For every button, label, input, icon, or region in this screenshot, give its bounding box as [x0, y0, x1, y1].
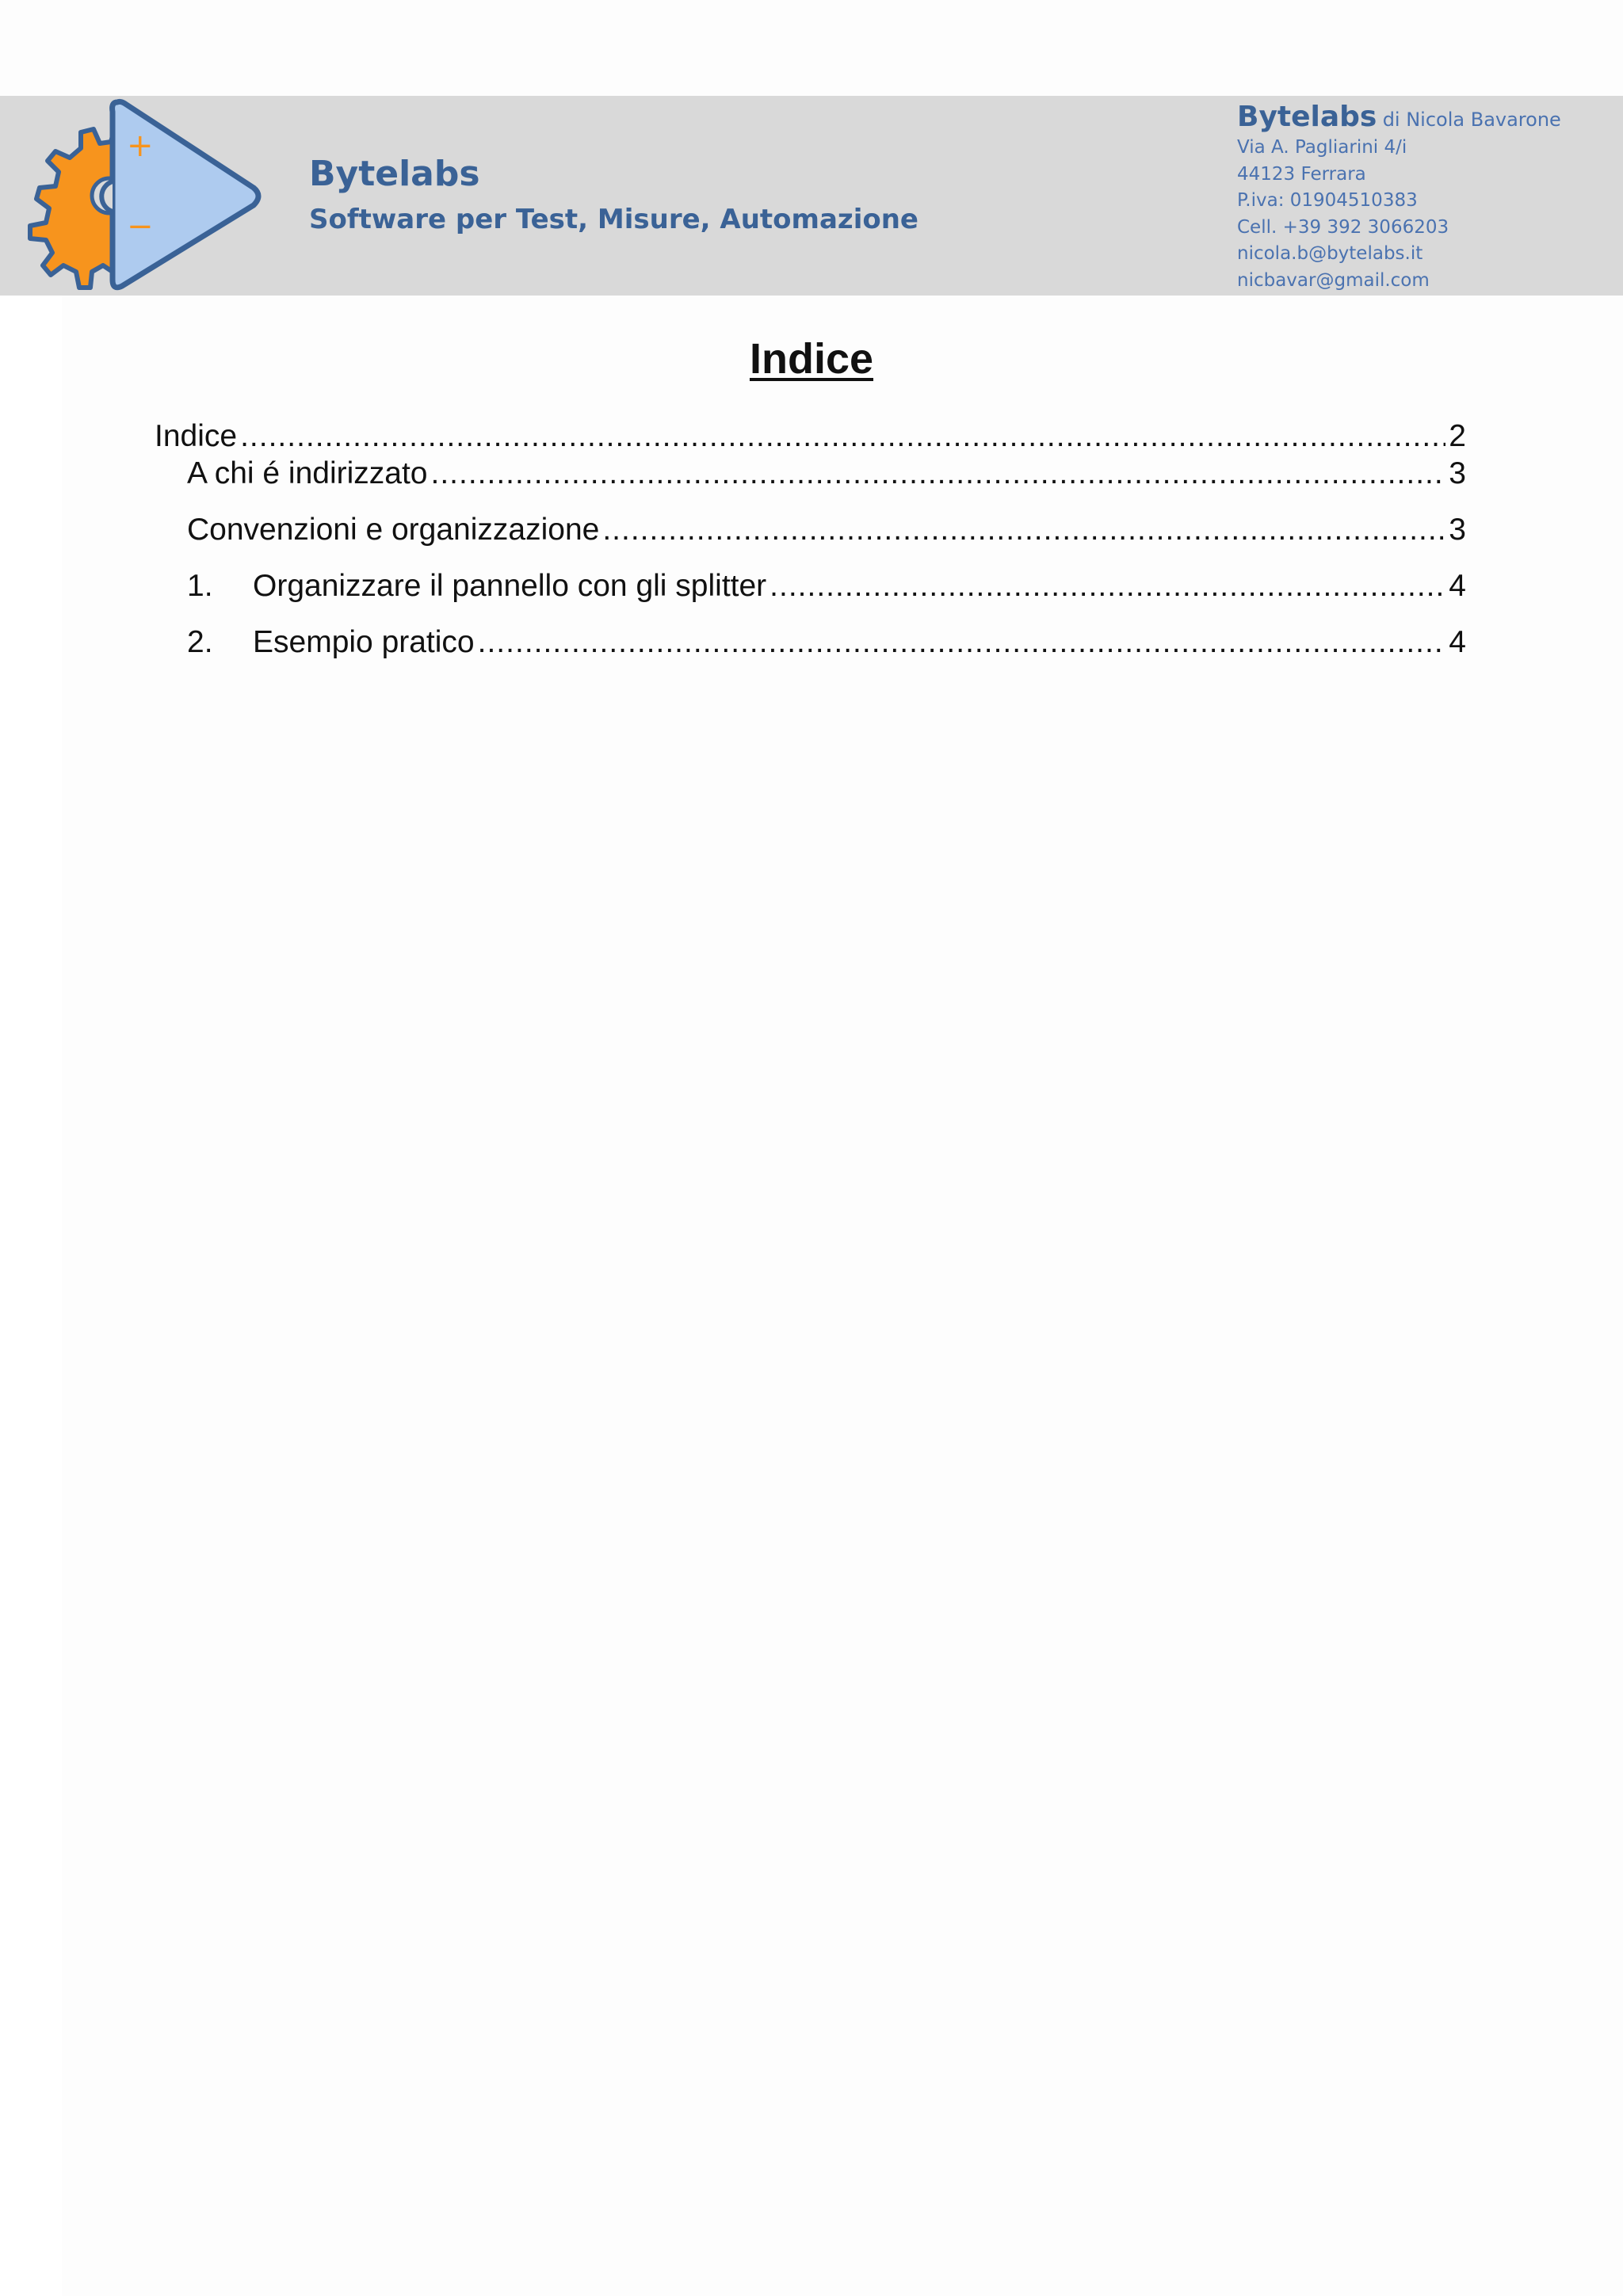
- toc-leader: [478, 622, 1446, 663]
- toc-entry-page: 3: [1449, 456, 1466, 490]
- contact-city: 44123 Ferrara: [1237, 163, 1366, 185]
- toc-leader: [602, 509, 1445, 551]
- page-margin: [0, 295, 62, 2296]
- toc-entry-number: 2.: [187, 625, 213, 659]
- toc-entry-title: Convenzioni e organizzazione: [187, 513, 600, 547]
- toc-entry-organizzare-pannello[interactable]: [187, 566, 1466, 607]
- logo-minus-sign: −: [127, 208, 154, 245]
- toc-entry-a-chi-indirizzato[interactable]: [187, 453, 1466, 494]
- toc-leader: [240, 416, 1445, 457]
- toc-entry-title: A chi é indirizzato: [187, 456, 428, 490]
- contact-email-work: nicola.b@bytelabs.it: [1237, 243, 1423, 265]
- contact-block: [1237, 100, 1561, 295]
- toc-leader: [769, 566, 1445, 607]
- contact-company-line: [1237, 100, 1561, 135]
- toc-entry-page: 2: [1449, 419, 1466, 453]
- page-title: Indice: [749, 335, 874, 383]
- contact-owner: di Nicola Bavarone: [1382, 109, 1561, 131]
- toc-entry-page: 4: [1449, 569, 1466, 603]
- brand-block: [309, 153, 918, 237]
- brand-name: Bytelabs: [309, 154, 480, 194]
- toc-entry-indice[interactable]: [155, 416, 1466, 457]
- toc-entry-title: Organizzare il pannello con gli splitter: [253, 569, 767, 603]
- contact-phone: Cell. +39 392 3066203: [1237, 216, 1449, 238]
- brand-tagline: Software per Test, Misure, Automazione: [309, 204, 918, 235]
- toc-leader: [431, 453, 1446, 494]
- header-banner: [0, 96, 1623, 296]
- contact-email-personal: nicbavar@gmail.com: [1237, 269, 1430, 291]
- contact-company: Bytelabs: [1237, 101, 1377, 133]
- contact-address: Via A. Pagliarini 4/i: [1237, 137, 1407, 158]
- contact-vat: P.iva: 01904510383: [1237, 190, 1418, 212]
- toc-entry-page: 4: [1449, 625, 1466, 659]
- toc-entry-number: 1.: [187, 569, 213, 603]
- toc-entry-convenzioni[interactable]: [187, 509, 1466, 551]
- toc-entry-title: Esempio pratico: [253, 625, 475, 659]
- logo-plus-sign: +: [127, 128, 154, 164]
- toc-entry-page: 3: [1449, 513, 1466, 547]
- bytelabs-logo-icon: [24, 96, 269, 296]
- toc-entry-title: Indice: [155, 419, 238, 453]
- toc-entry-esempio-pratico[interactable]: [187, 622, 1466, 663]
